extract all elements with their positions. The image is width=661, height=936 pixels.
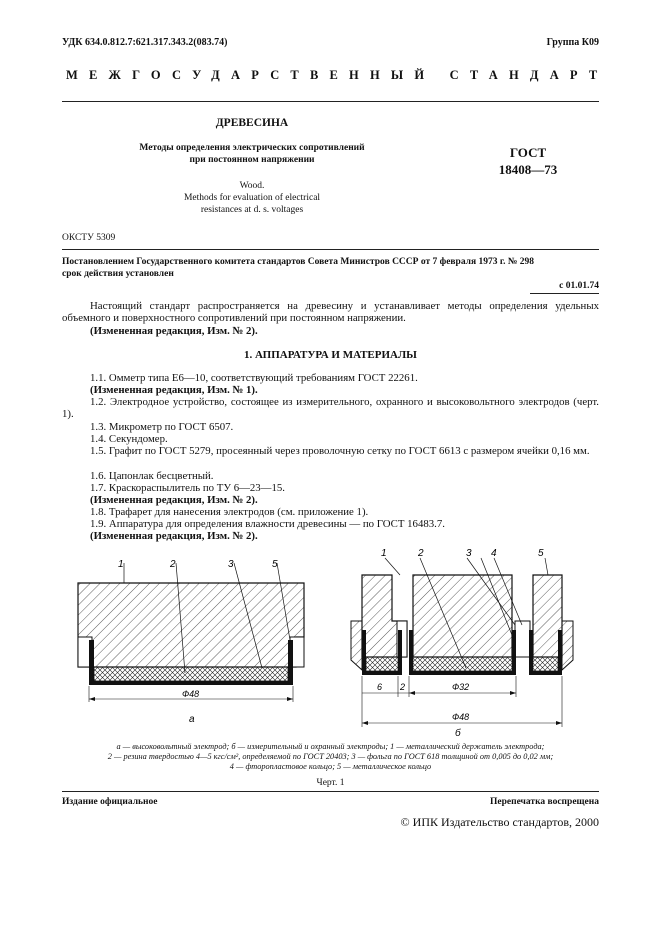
udc-code: УДК 634.0.812.7:621.317.343.2(083.74) bbox=[62, 37, 228, 48]
b-dim-6: 6 bbox=[377, 682, 383, 692]
decree-line-1: Постановлением Государственного комитета стандартов Совета Министров СССР от 7 февраля 1973 г. № 298 bbox=[62, 257, 535, 267]
en-title-3: resistances at d. s. voltages bbox=[200, 205, 304, 215]
clause-1-5: 1.5. Графит по ГОСТ 5279, просеянный через проволочную сетку по ГОСТ 6613 с размером ячейки 0,16 мм. bbox=[90, 445, 590, 457]
footer-rule bbox=[62, 791, 599, 792]
decree-line-2: срок действия установлен bbox=[62, 269, 174, 279]
a-dim-48: Ф48 bbox=[182, 689, 200, 699]
b-dim-2: 2 bbox=[400, 682, 406, 692]
clause-1-1: 1.1. Омметр типа Е6—10, соответствующий требованиям ГОСТ 22261. bbox=[90, 372, 418, 384]
gost-label: ГОСТ bbox=[509, 145, 547, 160]
effective-date: с 01.01.74 bbox=[559, 281, 599, 291]
doc-subtitle-2: при постоянном напряжении bbox=[189, 155, 315, 165]
clause-1-1-amendment: (Измененная редакция, Изм. № 1). bbox=[90, 384, 258, 396]
b-label-1: 1 bbox=[381, 548, 387, 559]
official-edition: Издание официальное bbox=[62, 797, 158, 807]
clause-1-2: 1.2. Электродное устройство, состоящее из измерительного, охранного и высоковольтного электродов (черт. 1). bbox=[62, 396, 599, 421]
b-dim-48: Ф48 bbox=[452, 712, 470, 722]
clause-1-6: 1.6. Цапонлак бесцветный. bbox=[90, 470, 214, 482]
b-label-4: 4 bbox=[491, 548, 497, 559]
figure-caption-1: а — высоковольтный электрод; б — измерительный и охранный электроды; 1 — металлический держатель электрода; bbox=[116, 742, 545, 751]
clause-1-4: 1.4. Секундомер. bbox=[90, 433, 168, 445]
figure-caption-2: 2 — резина твердостью 4—5 кгс/см², определяемой по ГОСТ 20403; 3 — фольга по ГОСТ 618 толщиной от 0,005 до 0,02 мм; bbox=[107, 752, 554, 761]
b-dim-32: Ф32 bbox=[452, 682, 470, 692]
reprint-notice: Перепечатка воспрещена bbox=[489, 797, 599, 807]
title-rule bbox=[62, 249, 599, 250]
intro-amendment: (Измененная редакция, Изм. № 2). bbox=[90, 325, 258, 337]
drawing-a bbox=[78, 563, 304, 702]
doc-subtitle-1: Методы определения электрических сопротивлений bbox=[139, 143, 365, 153]
clause-1-9-amendment: (Измененная редакция, Изм. № 2). bbox=[90, 530, 258, 542]
drawing-b bbox=[351, 558, 573, 727]
b-letter: б bbox=[455, 728, 461, 739]
b-label-2: 2 bbox=[418, 548, 424, 559]
copyright-notice: © ИПК Издательство стандартов, 2000 bbox=[400, 815, 599, 829]
clause-1-9: 1.9. Аппаратура для определения влажности древесины — по ГОСТ 16483.7. bbox=[90, 518, 445, 530]
intro-paragraph: Настоящий стандарт распространяется на древесину и устанавливает методы определения удельных объемного и поверхностного сопротивлений при постоянном напряжении. bbox=[62, 300, 599, 325]
header-rule bbox=[62, 101, 599, 102]
clause-1-7-amendment: (Измененная редакция, Изм. № 2). bbox=[90, 494, 258, 506]
section-1-title: 1. АППАРАТУРА И МАТЕРИАЛЫ bbox=[244, 349, 417, 361]
clause-1-8: 1.8. Трафарет для нанесения электродов (см. приложение 1). bbox=[90, 506, 369, 518]
figure-title: Черт. 1 bbox=[316, 778, 345, 788]
a-label-5: 5 bbox=[272, 559, 278, 570]
okstu-code: ОКСТУ 5309 bbox=[62, 233, 116, 243]
en-title-1: Wood. bbox=[239, 181, 265, 191]
doc-title: ДРЕВЕСИНА bbox=[215, 117, 289, 129]
figure-caption-3: 4 — фторопластовое кольцо; 5 — металлическое кольцо bbox=[229, 762, 432, 771]
clause-1-7: 1.7. Краскораспылитель по ТУ 6—23—15. bbox=[90, 482, 285, 494]
b-label-5: 5 bbox=[538, 548, 544, 559]
group-code: Группа К09 bbox=[546, 37, 599, 48]
gost-number: 18408—73 bbox=[498, 162, 558, 177]
a-label-3: 3 bbox=[228, 559, 234, 570]
a-label-2: 2 bbox=[170, 559, 176, 570]
clause-1-3: 1.3. Микрометр по ГОСТ 6507. bbox=[90, 421, 234, 433]
date-underline bbox=[530, 293, 599, 294]
en-title-2: Methods for evaluation of electrical bbox=[183, 193, 321, 203]
standard-banner: МЕЖГОСУДАРСТВЕННЫЙ СТАНДАРТ bbox=[66, 68, 609, 82]
a-label-1: 1 bbox=[118, 559, 124, 570]
a-letter: а bbox=[189, 714, 195, 725]
b-label-3: 3 bbox=[466, 548, 472, 559]
electrode-drawing bbox=[0, 540, 661, 740]
